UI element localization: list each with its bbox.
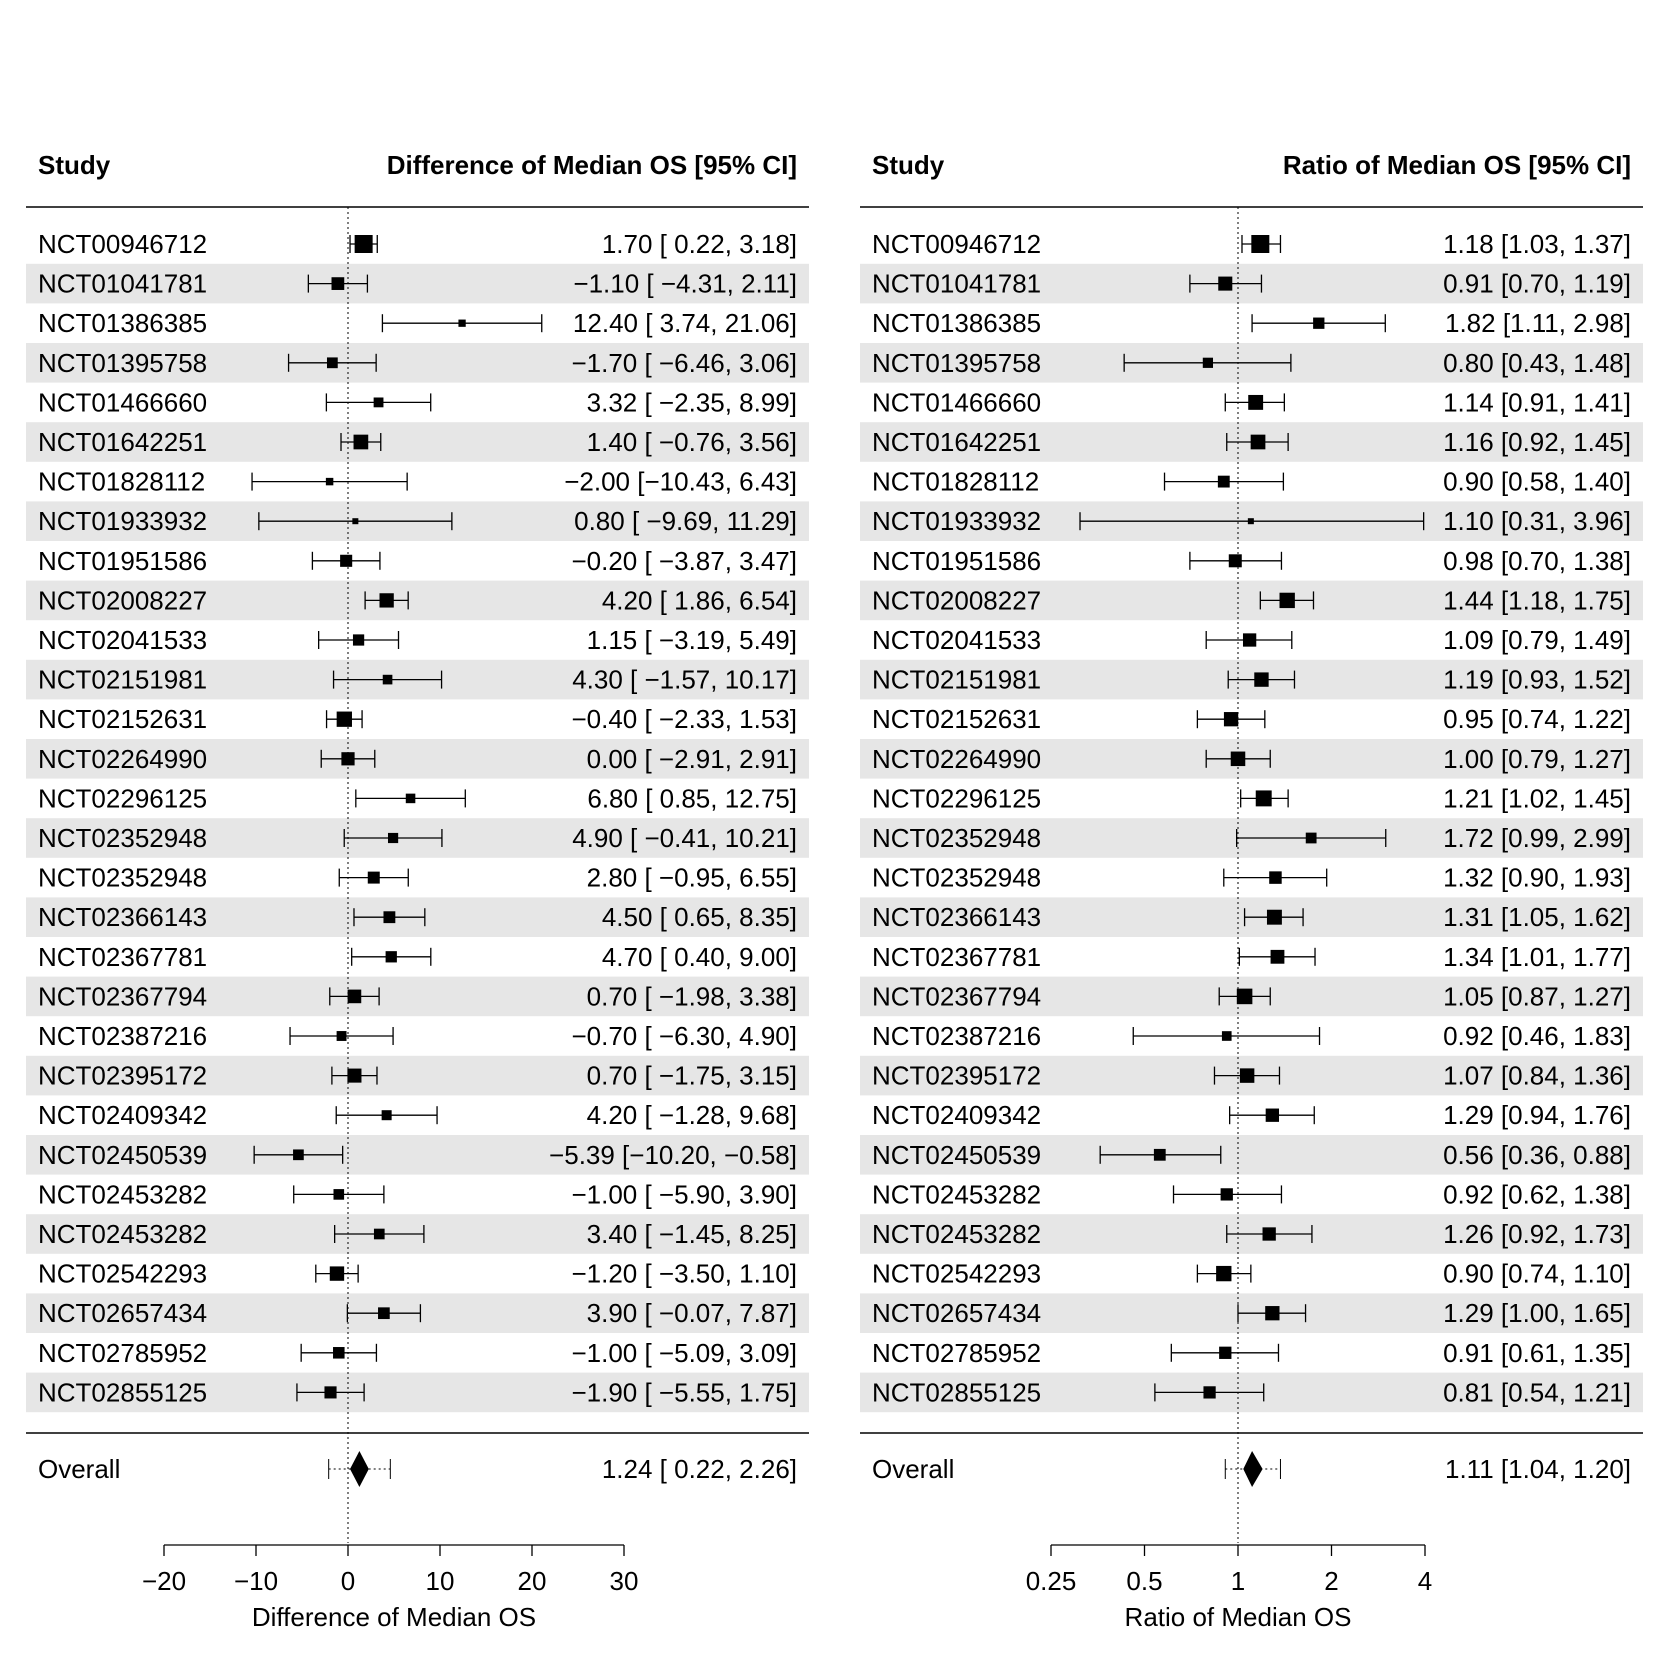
study-estimate-label: 1.15 [ −3.19, 5.49] — [586, 625, 797, 655]
point-estimate-square — [333, 1189, 344, 1200]
study-name: NCT01395758 — [872, 347, 1042, 378]
point-estimate-square — [1237, 989, 1253, 1005]
point-estimate-square — [406, 794, 416, 804]
point-estimate-square — [382, 1110, 392, 1120]
overall-diamond — [1243, 1451, 1262, 1487]
study-estimate-label: 1.72 [0.99, 2.99] — [1443, 823, 1631, 853]
study-column-header: Study — [38, 150, 111, 180]
forest-panel-2 — [860, 150, 1643, 1632]
study-name: NCT01395758 — [38, 347, 208, 378]
study-estimate-label: 1.14 [0.91, 1.41] — [1443, 387, 1631, 418]
estimate-column-header: Ratio of Median OS [95% CI] — [1282, 150, 1631, 180]
study-estimate-label: 1.05 [0.87, 1.27] — [1443, 981, 1631, 1012]
study-name: NCT02657434 — [38, 1298, 208, 1329]
study-estimate-label: −1.10 [ −4.31, 2.11] — [573, 268, 797, 299]
study-estimate-label: 1.29 [1.00, 1.65] — [1443, 1298, 1631, 1329]
study-name: NCT02542293 — [872, 1258, 1042, 1289]
study-estimate-label: 0.70 [ −1.98, 3.38] — [586, 981, 797, 1012]
study-estimate-label: 1.18 [1.03, 1.37] — [1443, 229, 1631, 259]
study-name: NCT02657434 — [872, 1298, 1042, 1329]
point-estimate-square — [324, 1386, 336, 1398]
study-name: NCT02366143 — [872, 902, 1042, 933]
x-axis-tick-label: 20 — [517, 1566, 547, 1596]
study-estimate-label: −1.90 [ −5.55, 1.75] — [571, 1377, 797, 1408]
study-estimate-label: 1.40 [ −0.76, 3.56] — [586, 427, 797, 457]
x-axis-title: Difference of Median OS — [251, 1602, 537, 1632]
point-estimate-square — [340, 555, 352, 567]
study-name: NCT02367781 — [872, 941, 1042, 972]
x-axis-tick-label: 10 — [425, 1566, 455, 1596]
study-name: NCT02041533 — [38, 625, 208, 655]
point-estimate-square — [368, 872, 380, 884]
study-estimate-label: 0.92 [0.62, 1.38] — [1443, 1179, 1631, 1210]
study-name: NCT02387216 — [872, 1021, 1042, 1051]
point-estimate-square — [1280, 593, 1295, 608]
study-name: NCT00946712 — [38, 229, 208, 259]
x-axis-tick-label: 30 — [609, 1566, 639, 1596]
study-estimate-label: 1.32 [0.90, 1.93] — [1443, 862, 1631, 893]
point-estimate-square — [1248, 395, 1263, 410]
study-estimate-label: 1.31 [1.05, 1.62] — [1443, 902, 1631, 933]
study-estimate-label: 1.29 [0.94, 1.76] — [1443, 1100, 1631, 1131]
study-estimate-label: 1.00 [0.79, 1.27] — [1443, 743, 1631, 774]
study-name: NCT02785952 — [38, 1337, 208, 1368]
point-estimate-square — [1251, 435, 1266, 450]
x-axis-tick-label: 0.25 — [1025, 1566, 1077, 1596]
point-estimate-square — [1240, 1068, 1254, 1082]
study-name: NCT01828112 — [38, 466, 206, 497]
x-axis-title: Ratio of Median OS — [1124, 1602, 1352, 1632]
study-name: NCT02367781 — [38, 941, 208, 972]
point-estimate-square — [1229, 554, 1242, 567]
study-name: NCT01386385 — [38, 308, 208, 339]
study-name: NCT02366143 — [38, 902, 208, 933]
study-estimate-label: −5.39 [−10.20, −0.58] — [549, 1139, 797, 1170]
study-name: NCT02409342 — [38, 1100, 208, 1131]
point-estimate-square — [1256, 790, 1272, 806]
study-name: NCT02264990 — [872, 743, 1042, 774]
point-estimate-square — [386, 951, 397, 962]
study-name: NCT02041533 — [872, 625, 1042, 655]
study-estimate-label: 1.19 [0.93, 1.52] — [1443, 664, 1631, 695]
point-estimate-square — [341, 752, 354, 765]
study-name: NCT02785952 — [872, 1337, 1042, 1368]
study-estimate-label: 12.40 [ 3.74, 21.06] — [572, 308, 797, 339]
point-estimate-square — [1231, 752, 1246, 767]
overall-label: Overall — [872, 1454, 955, 1484]
study-estimate-label: 0.70 [ −1.75, 3.15] — [586, 1060, 797, 1091]
point-estimate-square — [1266, 1109, 1279, 1122]
point-estimate-square — [374, 1229, 385, 1240]
point-estimate-square — [1218, 277, 1232, 291]
point-estimate-square — [332, 277, 345, 290]
study-estimate-label: 0.56 [0.36, 0.88] — [1443, 1139, 1631, 1170]
point-estimate-square — [354, 435, 369, 450]
x-axis-tick-label: 4 — [1417, 1566, 1433, 1596]
point-estimate-square — [383, 911, 395, 923]
point-estimate-square — [327, 357, 338, 368]
study-name: NCT02387216 — [38, 1021, 208, 1051]
study-name: NCT01041781 — [872, 268, 1042, 299]
study-estimate-label: 0.91 [0.70, 1.19] — [1443, 268, 1631, 299]
study-estimate-label: 4.20 [ −1.28, 9.68] — [586, 1100, 797, 1131]
study-estimate-label: 3.32 [ −2.35, 8.99] — [586, 387, 797, 418]
point-estimate-square — [1203, 1386, 1215, 1398]
point-estimate-square — [383, 675, 393, 685]
point-estimate-square — [348, 990, 362, 1004]
point-estimate-square — [337, 712, 352, 727]
point-estimate-square — [333, 1347, 345, 1359]
study-estimate-label: 3.90 [ −0.07, 7.87] — [586, 1298, 797, 1329]
point-estimate-square — [1265, 1306, 1279, 1320]
study-name: NCT01466660 — [872, 387, 1042, 418]
point-estimate-square — [458, 320, 465, 327]
study-name: NCT02409342 — [872, 1100, 1042, 1131]
point-estimate-square — [1263, 1227, 1276, 1240]
study-name: NCT01466660 — [38, 387, 208, 418]
point-estimate-square — [1248, 518, 1254, 524]
study-name: NCT01828112 — [872, 466, 1040, 497]
study-estimate-label: 1.07 [0.84, 1.36] — [1443, 1060, 1631, 1091]
study-name: NCT02855125 — [38, 1377, 208, 1408]
point-estimate-square — [293, 1149, 304, 1160]
study-estimate-label: 0.80 [ −9.69, 11.29] — [574, 506, 797, 537]
study-name: NCT01933932 — [872, 506, 1042, 537]
study-estimate-label: 0.81 [0.54, 1.21] — [1443, 1377, 1631, 1408]
study-column-header: Study — [872, 150, 945, 180]
study-estimate-label: 0.00 [ −2.91, 2.91] — [586, 743, 797, 774]
study-name: NCT02450539 — [872, 1139, 1042, 1170]
study-name: NCT01951586 — [872, 545, 1042, 576]
overall-estimate-label: 1.11 [1.04, 1.20] — [1445, 1454, 1631, 1484]
study-estimate-label: 1.34 [1.01, 1.77] — [1443, 941, 1631, 972]
study-name: NCT02395172 — [38, 1060, 208, 1091]
study-estimate-label: 1.70 [ 0.22, 3.18] — [601, 229, 797, 259]
x-axis-tick-label: −20 — [141, 1566, 187, 1596]
point-estimate-square — [1216, 1266, 1231, 1281]
study-estimate-label: 4.90 [ −0.41, 10.21] — [572, 823, 797, 853]
point-estimate-square — [330, 1266, 344, 1280]
study-name: NCT02855125 — [872, 1377, 1042, 1408]
study-estimate-label: 0.90 [0.74, 1.10] — [1443, 1258, 1631, 1289]
study-estimate-label: 0.95 [0.74, 1.22] — [1443, 704, 1631, 735]
study-name: NCT02151981 — [38, 664, 208, 695]
study-name: NCT02453282 — [38, 1179, 208, 1210]
study-estimate-label: −1.20 [ −3.50, 1.10] — [571, 1258, 797, 1289]
x-axis-tick-label: 0 — [340, 1566, 356, 1596]
point-estimate-square — [1224, 712, 1238, 726]
study-estimate-label: −2.00 [−10.43, 6.43] — [564, 466, 797, 497]
point-estimate-square — [353, 634, 364, 645]
point-estimate-square — [352, 518, 358, 524]
study-name: NCT01951586 — [38, 545, 208, 576]
point-estimate-square — [1222, 1031, 1232, 1041]
point-estimate-square — [1219, 1347, 1231, 1359]
study-name: NCT02453282 — [872, 1219, 1042, 1249]
x-axis-tick-label: −10 — [233, 1566, 279, 1596]
study-estimate-label: 0.80 [0.43, 1.48] — [1443, 347, 1631, 378]
study-estimate-label: 6.80 [ 0.85, 12.75] — [587, 783, 797, 814]
study-name: NCT02453282 — [872, 1179, 1042, 1210]
point-estimate-square — [1313, 318, 1324, 329]
study-estimate-label: −1.70 [ −6.46, 3.06] — [571, 347, 797, 378]
point-estimate-square — [337, 1031, 347, 1041]
forest-panel-1 — [26, 150, 809, 1632]
point-estimate-square — [347, 1069, 361, 1083]
study-name: NCT02352948 — [38, 862, 208, 893]
point-estimate-square — [1267, 910, 1282, 925]
point-estimate-square — [1203, 358, 1213, 368]
point-estimate-square — [1271, 950, 1285, 964]
point-estimate-square — [1269, 871, 1281, 883]
study-estimate-label: 0.92 [0.46, 1.83] — [1443, 1021, 1631, 1051]
study-name: NCT01933932 — [38, 506, 208, 537]
study-name: NCT02395172 — [872, 1060, 1042, 1091]
study-estimate-label: −0.70 [ −6.30, 4.90] — [571, 1021, 797, 1051]
point-estimate-square — [1306, 833, 1317, 844]
point-estimate-square — [355, 235, 373, 253]
study-name: NCT02151981 — [872, 664, 1042, 695]
study-estimate-label: 1.44 [1.18, 1.75] — [1443, 585, 1631, 616]
study-estimate-label: −1.00 [ −5.90, 3.90] — [571, 1179, 797, 1210]
study-estimate-label: −0.20 [ −3.87, 3.47] — [571, 545, 797, 576]
point-estimate-square — [326, 478, 333, 485]
study-name: NCT02352948 — [872, 862, 1042, 893]
study-name: NCT02296125 — [872, 783, 1042, 814]
study-name: NCT02450539 — [38, 1139, 208, 1170]
x-axis-tick-label: 2 — [1324, 1566, 1339, 1596]
overall-estimate-label: 1.24 [ 0.22, 2.26] — [601, 1454, 797, 1484]
study-estimate-label: 3.40 [ −1.45, 8.25] — [586, 1219, 797, 1249]
study-name: NCT02453282 — [38, 1219, 208, 1249]
point-estimate-square — [1243, 633, 1256, 646]
point-estimate-square — [374, 397, 384, 407]
point-estimate-square — [1154, 1149, 1166, 1161]
point-estimate-square — [388, 833, 398, 843]
point-estimate-square — [1218, 476, 1230, 488]
study-estimate-label: 0.90 [0.58, 1.40] — [1443, 466, 1631, 497]
study-name: NCT02264990 — [38, 743, 208, 774]
study-name: NCT02008227 — [38, 585, 208, 616]
point-estimate-square — [379, 593, 393, 607]
study-estimate-label: 4.70 [ 0.40, 9.00] — [601, 941, 797, 972]
study-estimate-label: 1.21 [1.02, 1.45] — [1443, 783, 1631, 814]
point-estimate-square — [1254, 672, 1268, 686]
study-name: NCT02542293 — [38, 1258, 208, 1289]
study-estimate-label: 4.30 [ −1.57, 10.17] — [572, 664, 797, 695]
study-name: NCT02352948 — [872, 823, 1042, 853]
x-axis-tick-label: 1 — [1230, 1566, 1246, 1596]
study-name: NCT01386385 — [872, 308, 1042, 339]
point-estimate-square — [1251, 235, 1269, 253]
study-estimate-label: 4.50 [ 0.65, 8.35] — [601, 902, 797, 933]
study-name: NCT02367794 — [38, 981, 208, 1012]
study-estimate-label: 1.26 [0.92, 1.73] — [1443, 1219, 1631, 1249]
study-estimate-label: 1.16 [0.92, 1.45] — [1443, 427, 1631, 457]
study-estimate-label: 0.98 [0.70, 1.38] — [1443, 545, 1631, 576]
study-name: NCT00946712 — [872, 229, 1042, 259]
study-estimate-label: 4.20 [ 1.86, 6.54] — [601, 585, 797, 616]
study-name: NCT02352948 — [38, 823, 208, 853]
study-name: NCT01642251 — [872, 427, 1042, 457]
estimate-column-header: Difference of Median OS [95% CI] — [386, 150, 797, 180]
x-axis-tick-label: 0.5 — [1126, 1566, 1163, 1596]
study-estimate-label: 1.09 [0.79, 1.49] — [1443, 625, 1631, 655]
study-estimate-label: 2.80 [ −0.95, 6.55] — [586, 862, 797, 893]
overall-diamond — [350, 1451, 369, 1487]
point-estimate-square — [378, 1307, 390, 1319]
study-name: NCT02008227 — [872, 585, 1042, 616]
study-name: NCT02152631 — [872, 704, 1042, 735]
study-name: NCT02152631 — [38, 704, 208, 735]
overall-label: Overall — [38, 1454, 121, 1484]
study-estimate-label: 0.91 [0.61, 1.35] — [1443, 1337, 1631, 1368]
study-name: NCT02296125 — [38, 783, 208, 814]
study-estimate-label: 1.10 [0.31, 3.96] — [1443, 506, 1631, 537]
study-estimate-label: 1.82 [1.11, 2.98] — [1445, 308, 1631, 339]
study-estimate-label: −1.00 [ −5.09, 3.09] — [571, 1337, 797, 1368]
study-estimate-label: −0.40 [ −2.33, 1.53] — [571, 704, 797, 735]
study-name: NCT01642251 — [38, 427, 208, 457]
study-name: NCT02367794 — [872, 981, 1042, 1012]
study-name: NCT01041781 — [38, 268, 208, 299]
point-estimate-square — [1221, 1188, 1233, 1200]
